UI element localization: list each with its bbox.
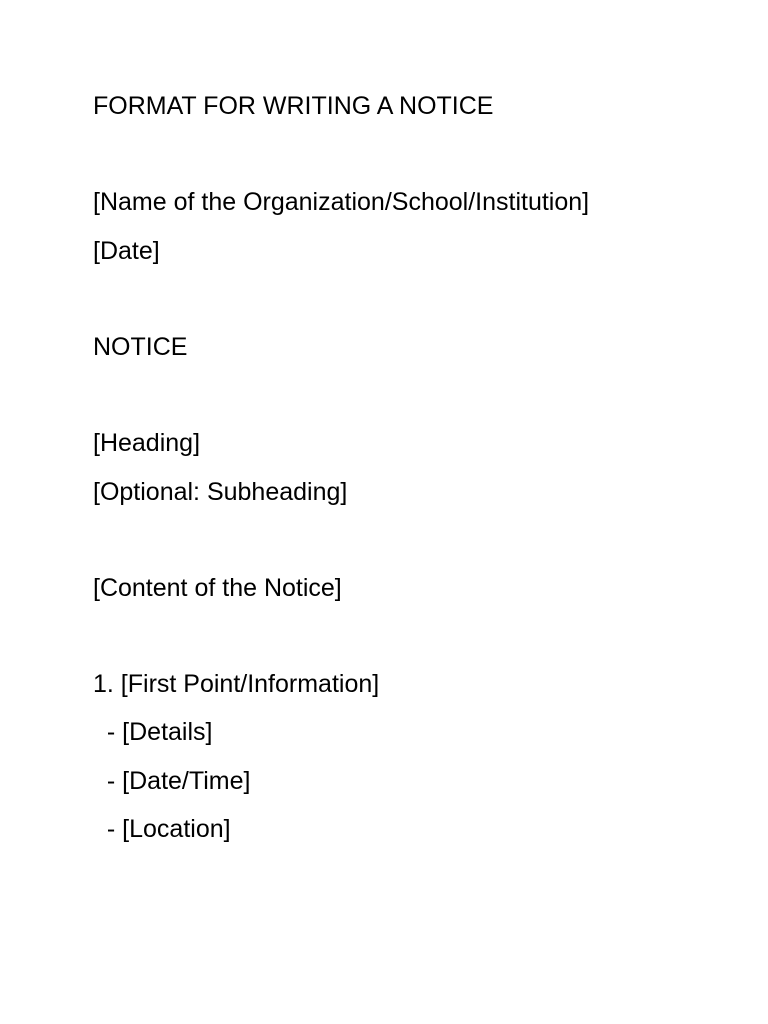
date-placeholder: [Date] <box>93 237 160 265</box>
heading-placeholder: [Heading] <box>93 429 201 457</box>
document-title: FORMAT FOR WRITING A NOTICE <box>93 92 494 120</box>
list-item-location: - [Location] <box>93 815 231 843</box>
list-item-date-time: - [Date/Time] <box>93 767 251 795</box>
content-placeholder: [Content of the Notice] <box>93 574 342 602</box>
list-item-first-point: 1. [First Point/Information] <box>93 670 380 698</box>
list-item-details: - [Details] <box>93 718 213 746</box>
notice-label: NOTICE <box>93 333 188 361</box>
organization-placeholder: [Name of the Organization/School/Institution] <box>93 188 590 216</box>
subheading-placeholder: [Optional: Subheading] <box>93 478 348 506</box>
